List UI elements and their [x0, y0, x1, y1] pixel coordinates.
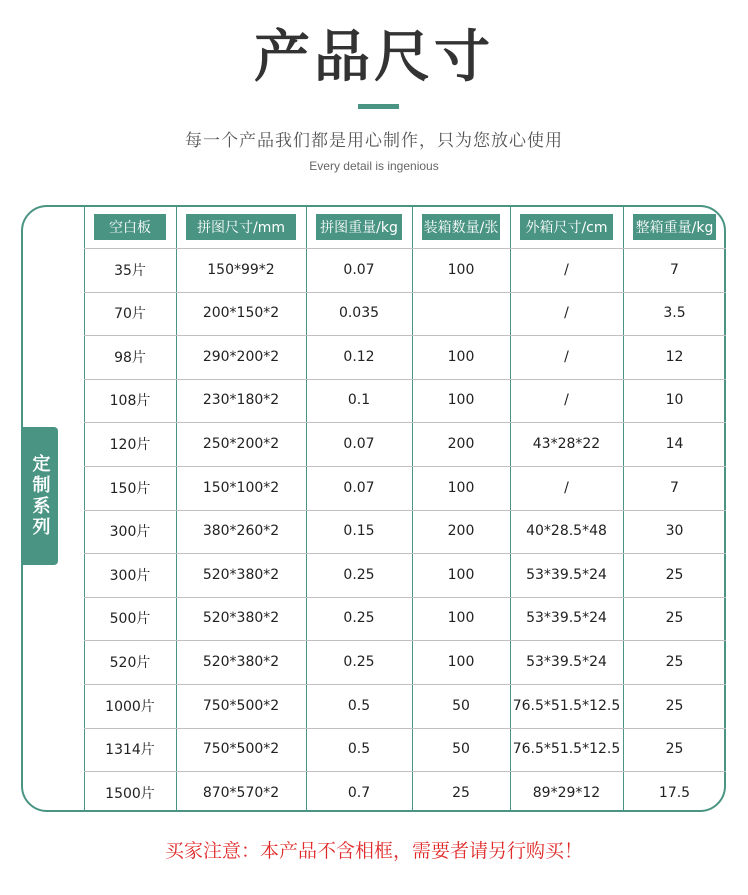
subtitle: 每一个产品我们都是用心制作，只为您放心使用	[185, 131, 563, 151]
column-header: 空白板	[94, 214, 166, 240]
table-cell: 750*500*2	[202, 741, 280, 758]
table-cell: 35片	[114, 262, 146, 279]
table-cell: 30	[665, 523, 684, 540]
column-header: 外箱尺寸/cm	[520, 214, 613, 240]
table-cell: /	[564, 261, 569, 278]
table-cell: 150*99*2	[207, 261, 275, 278]
table-cell: 0.15	[343, 523, 375, 540]
table-cell: 520片	[109, 654, 151, 671]
table-cell: 750*500*2	[202, 697, 280, 714]
table-cell: 1500片	[105, 785, 155, 802]
table-cell: 25	[665, 697, 684, 714]
table-cell: 150*100*2	[202, 479, 280, 496]
table-cell: 120片	[109, 436, 151, 453]
table-cell: 520*380*2	[202, 610, 280, 627]
table-cell: 50	[452, 741, 470, 758]
table-cell: 53*39.5*24	[526, 566, 607, 583]
table-cell: 380*260*2	[202, 523, 280, 540]
table-cell: 40*28.5*48	[526, 523, 607, 540]
table-cell: 0.25	[343, 566, 375, 583]
table-cell: 200*150*2	[202, 305, 280, 322]
table-cell: 520*380*2	[202, 566, 280, 583]
table-cell: 1314片	[105, 742, 155, 759]
table-cell: 300片	[109, 567, 151, 584]
table-cell: 25	[452, 784, 470, 801]
table-cell: 3.5	[663, 305, 686, 322]
table-cell: 108片	[109, 393, 151, 410]
table-cell: 0.25	[343, 610, 375, 627]
table-cell: 100	[447, 348, 475, 365]
table-cell: 100	[447, 566, 475, 583]
table-cell: 43*28*22	[532, 435, 601, 452]
table-cell: 200	[447, 523, 475, 540]
table-cell: 70片	[114, 306, 146, 323]
table-cell: 25	[665, 741, 684, 758]
table-cell: 300片	[109, 524, 151, 541]
table-cell: 53*39.5*24	[526, 653, 607, 670]
table-cell: 53*39.5*24	[526, 610, 607, 627]
table-cell: 76.5*51.5*12.5	[512, 741, 621, 758]
table-cell: 12	[665, 348, 684, 365]
table-cell: 0.035	[338, 305, 380, 322]
table-cell: 500片	[109, 611, 151, 628]
table-cell: 100	[447, 610, 475, 627]
table-cell: 98片	[114, 349, 146, 366]
table-cell: 25	[665, 610, 684, 627]
table-cell: 1000片	[105, 698, 155, 715]
table-cell: 0.12	[343, 348, 375, 365]
table-cell: 0.07	[343, 479, 375, 496]
table-cell: 230*180*2	[202, 392, 280, 409]
table-cell: 0.5	[347, 741, 371, 758]
table-cell: 7	[670, 261, 679, 278]
title-underline	[358, 104, 399, 109]
table-cell: 0.1	[347, 392, 371, 409]
table-cell: 520*380*2	[202, 653, 280, 670]
table-cell: 0.5	[347, 697, 371, 714]
column-header: 拼图尺寸/mm	[186, 214, 296, 240]
table-cell: 25	[665, 566, 684, 583]
table-cell: 100	[447, 479, 475, 496]
table-cell: /	[564, 348, 569, 365]
column-header: 装箱数量/张	[422, 214, 500, 240]
table-cell: 0.7	[347, 784, 371, 801]
table-cell	[412, 292, 510, 335]
table-cell: 100	[447, 392, 475, 409]
table-cell: 0.25	[343, 653, 375, 670]
table-cell: 10	[665, 392, 684, 409]
table-cell: 50	[452, 697, 470, 714]
buyer-notice: 买家注意：本产品不含相框，需要者请另行购买！	[164, 840, 583, 862]
table-cell: /	[564, 479, 569, 496]
table-cell: /	[564, 392, 569, 409]
table-cell: 200	[447, 435, 475, 452]
table-cell: /	[564, 305, 569, 322]
table-cell: 76.5*51.5*12.5	[512, 697, 621, 714]
table-cell: 7	[670, 479, 679, 496]
table-cell: 290*200*2	[202, 348, 280, 365]
table-cell: 0.07	[343, 435, 375, 452]
table-cell: 17.5	[658, 784, 691, 801]
table-cell: 14	[665, 435, 684, 452]
column-header: 整箱重量/kg	[633, 214, 716, 240]
table-cell: 89*29*12	[532, 784, 601, 801]
table-cell: 150片	[109, 480, 151, 497]
page-title: 产品尺寸	[254, 25, 494, 90]
series-tab: 定制系列	[21, 427, 58, 565]
table-cell: 870*570*2	[202, 784, 280, 801]
table-cell: 0.07	[343, 261, 375, 278]
subtitle-english: Every detail is ingenious	[309, 159, 439, 173]
column-header: 拼图重量/kg	[316, 214, 402, 240]
table-cell: 25	[665, 653, 684, 670]
table-cell: 100	[447, 653, 475, 670]
table-cell: 100	[447, 261, 475, 278]
table-cell: 250*200*2	[202, 435, 280, 452]
